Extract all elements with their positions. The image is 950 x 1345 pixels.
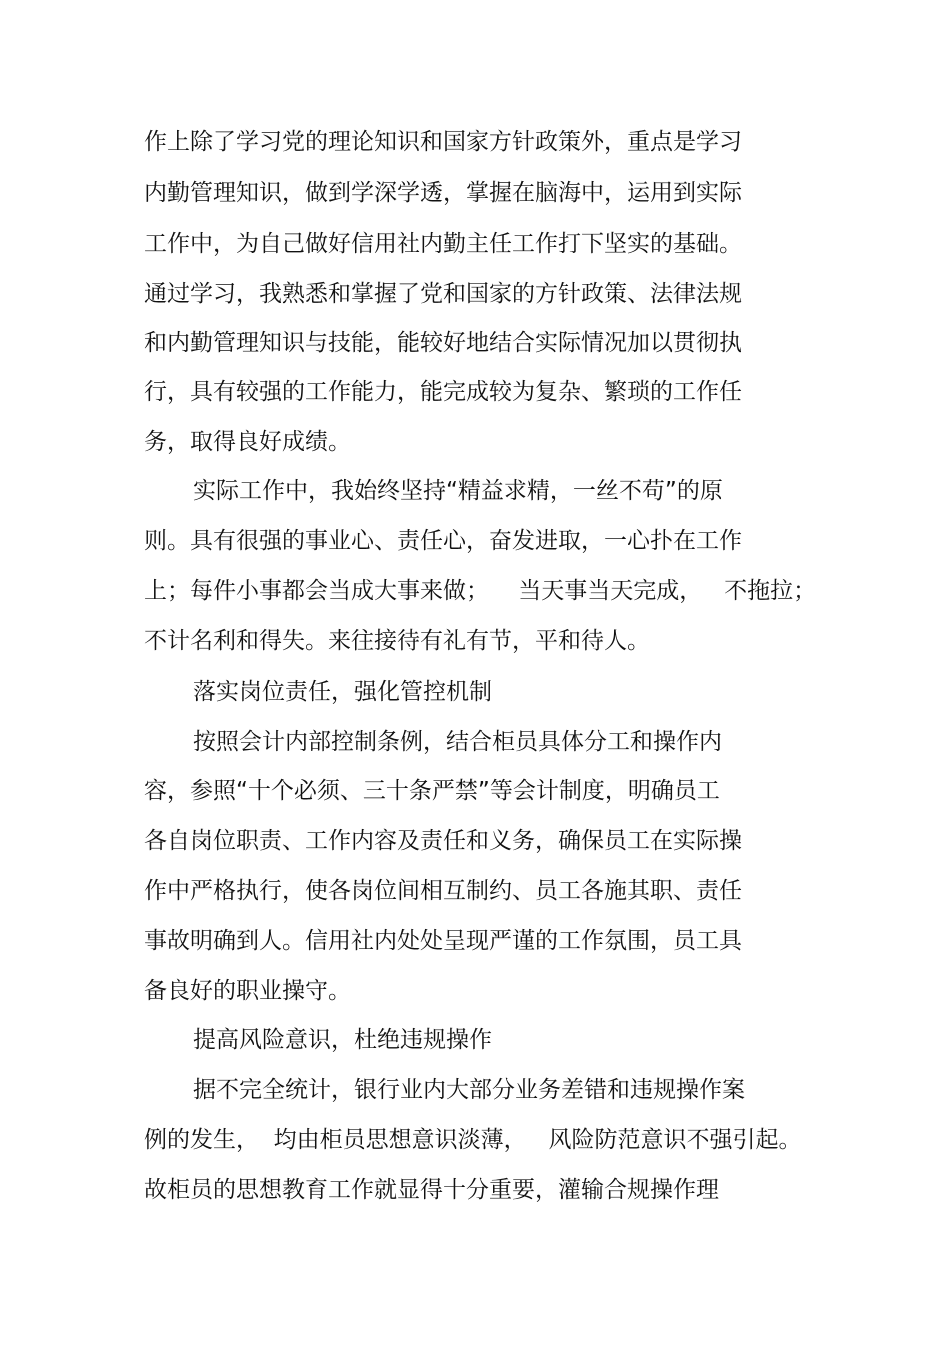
text-line: 例的发生， 均由柜员思想意识淡薄， 风险防范意识不强引起。: [144, 1127, 802, 1153]
section-heading: 落实岗位责任，强化管控机制: [193, 679, 492, 705]
text-line: 不计名利和得失。来往接待有礼有节，平和待人。: [144, 628, 650, 654]
text-line: 事故明确到人。信用社内处处呈现严谨的工作氛围，员工具: [144, 928, 742, 954]
text-line: 作中严格执行，使各岗位间相互制约、员工各施其职、责任: [144, 878, 742, 904]
text-line: 和内勤管理知识与技能，能较好地结合实际情况加以贯彻执: [144, 330, 742, 356]
paragraph-first-line: 按照会计内部控制条例，结合柜员具体分工和操作内: [193, 729, 722, 755]
text-line: 备良好的职业操守。: [144, 978, 351, 1004]
text-line: 内勤管理知识，做到学深学透，掌握在脑海中，运用到实际: [144, 180, 742, 206]
text-line: 工作中，为自己做好信用社内勤主任工作打下坚实的基础。: [144, 231, 742, 257]
text-line: 通过学习，我熟悉和掌握了党和国家的方针政策、法律法规: [144, 281, 742, 307]
paragraph-first-line: 实际工作中，我始终坚持“精益求精，一丝不苟”的原: [193, 478, 723, 504]
section-heading: 提高风险意识，杜绝违规操作: [193, 1027, 492, 1053]
text-line: 故柜员的思想教育工作就显得十分重要，灌输合规操作理: [144, 1177, 719, 1203]
text-line: 各自岗位职责、工作内容及责任和义务，确保员工在实际操: [144, 828, 742, 854]
text-line: 行，具有较强的工作能力，能完成较为复杂、繁琐的工作任: [144, 379, 742, 405]
text-line: 则。具有很强的事业心、责任心，奋发进取，一心扑在工作: [144, 528, 742, 554]
text-line: 容，参照“十个必须、三十条严禁”等会计制度，明确员工: [144, 778, 720, 804]
text-line: 务，取得良好成绩。: [144, 429, 351, 455]
paragraph-first-line: 据不完全统计，银行业内大部分业务差错和违规操作案: [193, 1077, 745, 1103]
text-line: 作上除了学习党的理论知识和国家方针政策外，重点是学习: [144, 129, 742, 155]
text-line: 上；每件小事都会当成大事来做； 当天事当天完成， 不拖拉；: [144, 578, 817, 604]
